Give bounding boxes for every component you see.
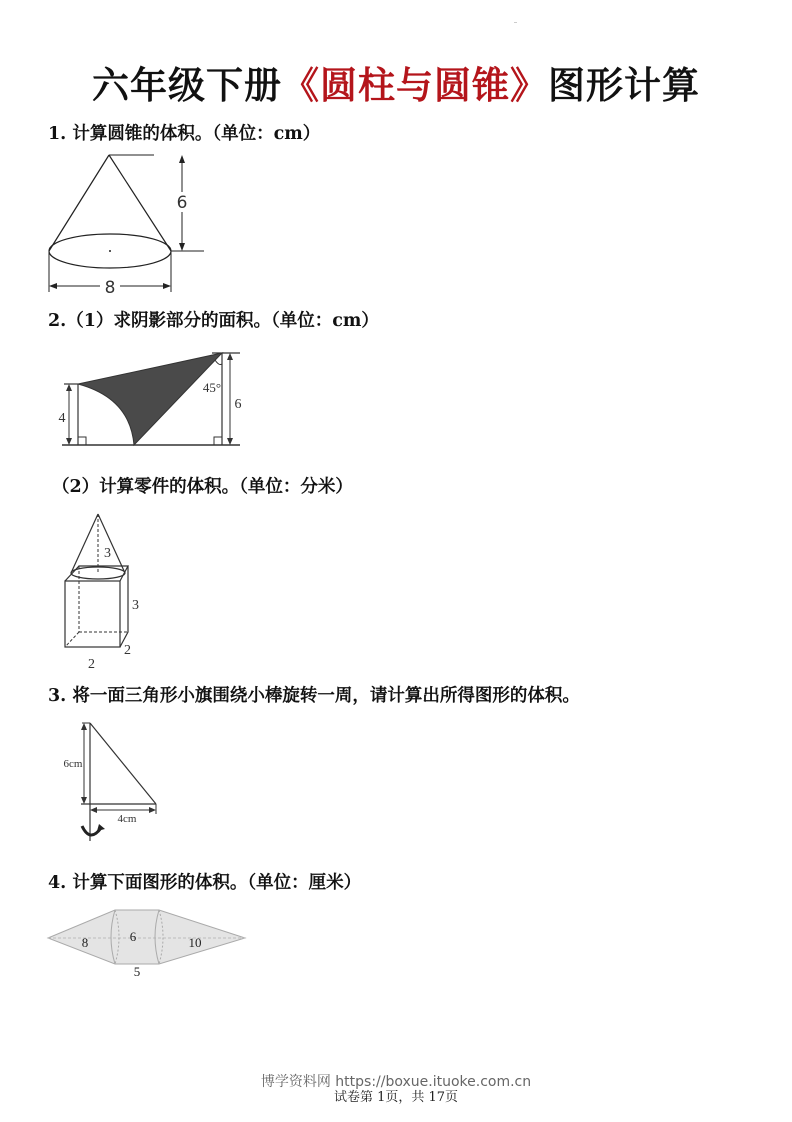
cone-height-label: 3 [104,546,111,561]
left-height-label: 4 [58,411,66,426]
question-1-text: 1. 计算圆锥的体积。（单位：cm） [48,124,321,144]
depth-label: 2 [124,643,131,658]
page-title [0,55,792,109]
title-suffix: 图形计算 [548,64,700,107]
left-cone-label: 8 [81,935,89,950]
question-3-text: 3. 将一面三角形小旗围绕小棒旋转一周，请计算出所得图形的体积。 [48,686,580,706]
cone-on-cuboid-figure [58,510,158,675]
question-2-1-text: 2.（1）求阴影部分的面积。（单位：cm） [48,311,379,331]
question-4-text: 4. 计算下面图形的体积。（单位：厘米） [48,873,362,893]
angle-label: 45° [202,380,222,395]
cone-diameter-label: 8 [104,278,116,295]
scan-speck [514,22,517,23]
footer-watermark: 博学资料网 https://boxue.ituoke.com.cn [260,1074,532,1090]
title-highlight: 《圆柱与圆锥》 [282,64,548,107]
footer-page-number: 试卷第 1页，共 17页 [333,1090,459,1105]
question-2-2-text: （2）计算零件的体积。（单位：分米） [52,477,353,497]
flag-height-label: 6cm [63,758,83,770]
cone-height-label: 6 [176,193,188,213]
right-height-label: 6 [234,397,242,412]
right-cone-label: 10 [188,935,202,950]
diameter-label: 6 [129,929,137,944]
cone-cylinder-cone-figure [45,904,255,984]
width-label: 2 [88,657,95,672]
flag-base-label: 4cm [117,813,137,825]
flag-triangle-figure [55,718,175,848]
cylinder-length-label: 5 [133,964,141,979]
cuboid-height-label: 3 [132,598,139,613]
shaded-area-figure [52,348,262,453]
title-prefix: 六年级下册 [92,64,282,107]
cone-figure [44,150,214,295]
